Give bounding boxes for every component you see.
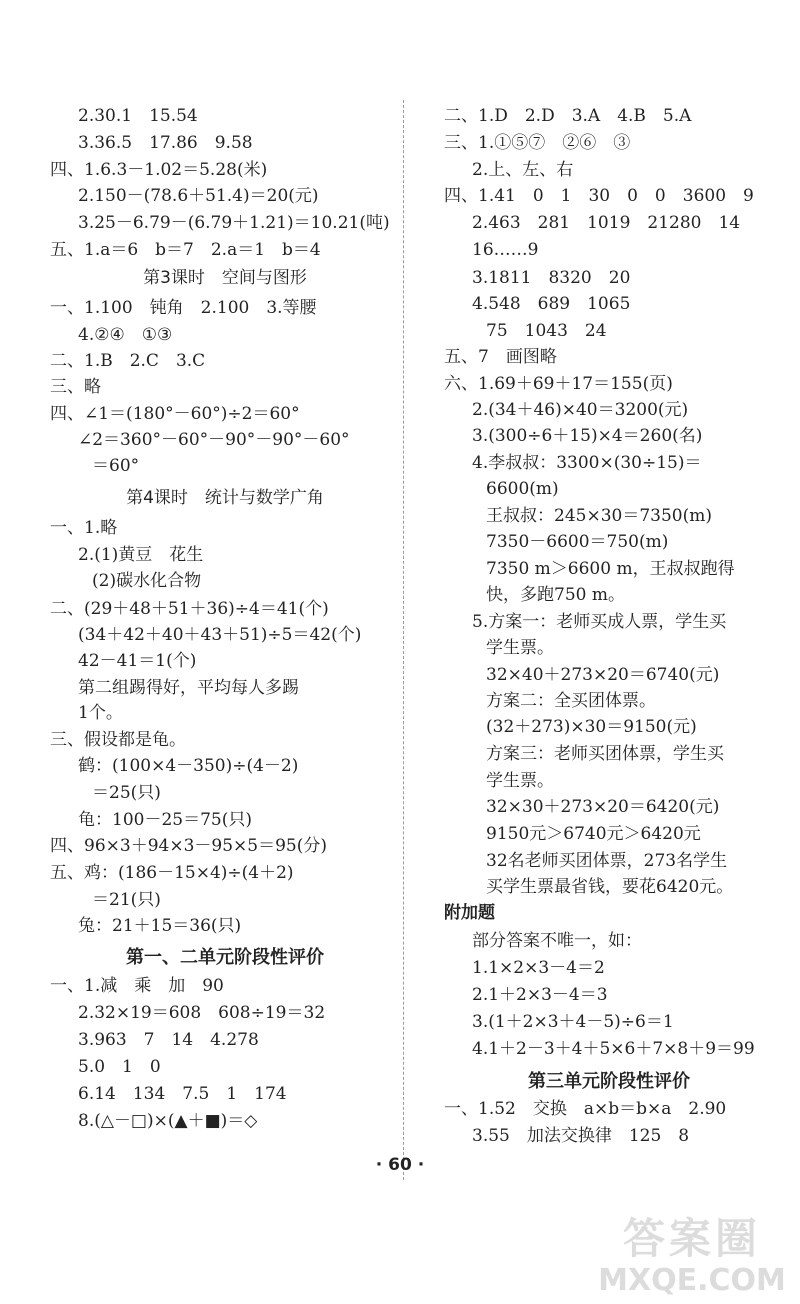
answer-line: 四、96×3＋94×3－95×5＝95(分) [50,836,327,856]
answer-line: 方案三：老师买团体票，学生买 [486,744,724,764]
answer-line: 一、1.100 钝角 2.100 3.等腰 [50,298,317,318]
answer-line: 一、1.减 乘 加 90 [50,976,224,996]
answer-line: 2.150－(78.6＋51.4)＝20(元) [78,186,319,206]
answer-line: 2.30.1 15.54 [78,106,198,126]
answer-line: 买学生票最省钱，要花6420元。 [486,877,734,897]
answer-line: 32名老师买团体票，273名学生 [486,851,728,871]
answer-line: ＝25(只) [92,783,161,803]
answer-line: 4.548 689 1065 [472,294,631,314]
answer-line: 五、7 画图略 [444,347,557,367]
answer-line: 龟：100－25＝75(只) [78,810,252,830]
answer-line: 6.14 134 7.5 1 174 [78,1084,287,1104]
answer-line: 一、1.52 交换 a×b＝b×a 2.90 [444,1099,727,1119]
watermark-url: MXQE.COM [598,1263,786,1298]
answer-line: 二、(29＋48＋51＋36)÷4＝41(个) [50,599,329,619]
section-heading: 第一、二单元阶段性评价 [126,947,324,968]
answer-line: 2.32×19＝608 608÷19＝32 [78,1003,326,1023]
answer-line: 鹤：(100×4－350)÷(4－2) [78,756,299,776]
answer-line: 2.(1)黄豆 花生 [78,545,204,565]
answer-line: 三、1.①⑤⑦ ②⑥ ③ [444,133,631,153]
answer-line: ＝21(只) [92,890,161,910]
answer-line: ＝60° [92,456,140,476]
answer-line: 四、1.6.3－1.02＝5.28(米) [50,160,268,180]
answer-line: 7350－6600＝750(m) [486,532,669,552]
answer-line: 3.36.5 17.86 9.58 [78,133,253,153]
section-heading: 第三单元阶段性评价 [528,1071,690,1092]
answer-line: 1.1×2×3－4＝2 [472,958,605,978]
answer-line: 快，多跑750 m。 [486,585,625,605]
answer-line: 2.上、左、右 [472,160,574,180]
answer-line: (32＋273)×30＝9150(元) [486,717,697,737]
answer-line: 3.(300÷6＋15)×4＝260(名) [472,426,703,446]
answer-line: 5.0 1 0 [78,1057,161,1077]
answer-line: 4.②④ ①③ [78,325,173,345]
answer-line: 6600(m) [486,479,559,499]
answer-line: 32×30＋273×20＝6420(元) [486,797,720,817]
answer-line: 7350 m＞6600 m，王叔叔跑得 [486,559,735,579]
answer-line: 三、假设都是龟。 [50,730,186,750]
answer-line: 42－41＝1(个) [78,651,197,671]
answer-line: ∠2＝360°－60°－90°－90°－60° [78,430,350,450]
watermark-logo [592,1214,792,1298]
answer-line: 四、1.41 0 1 30 0 0 3600 9 [444,186,754,206]
answer-line: 3.(1＋2×3＋4－5)÷6＝1 [472,1012,674,1032]
answer-line: 学生票。 [486,771,554,791]
answer-line: 一、1.略 [50,518,118,538]
answer-line: 二、1.D 2.D 3.A 4.B 5.A [444,106,692,126]
answer-line: (2)碳水化合物 [92,571,202,591]
answer-line: 3.55 加法交换律 125 8 [472,1126,690,1146]
answer-line: 5.方案一：老师买成人票，学生买 [472,612,727,632]
answer-line: 王叔叔：245×30＝7350(m) [486,506,712,526]
answer-line: 2.1＋2×3－4＝3 [472,985,608,1005]
answer-line: 3.25－6.79－(6.79＋1.21)＝10.21(吨) [78,213,390,233]
answer-line: 3.1811 8320 20 [472,268,631,288]
answer-line: 五、1.a＝6 b＝7 2.a＝1 b＝4 [50,240,321,260]
answer-line: 4.李叔叔：3300×(30÷15)＝ [472,453,702,473]
answer-line: 3.963 7 14 4.278 [78,1030,259,1050]
section-heading: 第3课时 空间与图形 [143,268,307,288]
answer-line: 4.1＋2－3＋4＋5×6＋7×8＋9＝99 [472,1039,755,1059]
watermark-title: 答案圈 [622,1214,761,1263]
answer-line: 学生票。 [486,638,554,658]
answer-line: 第二组踢得好，平均每人多踢 [78,678,299,698]
column-divider [403,100,404,1180]
answer-line: 2.(34＋46)×40＝3200(元) [472,400,689,420]
answer-line: 2.463 281 1019 21280 14 [472,213,741,233]
section-heading: 第4课时 统计与数学广角 [126,488,324,508]
answer-line: 方案二：全买团体票。 [486,691,656,711]
answer-line: 8.(△－□)×(▲＋■)＝◇ [78,1111,258,1131]
answer-line: 四、∠1＝(180°－60°)÷2＝60° [50,404,300,424]
answer-line: 二、1.B 2.C 3.C [50,351,206,371]
answer-line: 1个。 [78,703,123,723]
answer-line: (34＋42＋40＋43＋51)÷5＝42(个) [78,625,362,645]
answer-line: 三、略 [50,377,101,397]
answer-line: 六、1.69＋69＋17＝155(页) [444,374,673,394]
answer-line: 9150元＞6740元＞6420元 [486,824,701,844]
answer-line: 32×40＋273×20＝6740(元) [486,665,720,685]
answer-line: 兔：21＋15＝36(只) [78,916,242,936]
answer-line: 75 1043 24 [486,321,607,341]
page-number: · 60 · [375,1155,425,1175]
answer-line: 16……9 [472,240,539,260]
answer-line: 附加题 [444,903,495,923]
answer-line: 五、鸡：(186－15×4)÷(4＋2) [50,863,294,883]
answer-line: 部分答案不唯一，如： [472,931,642,951]
